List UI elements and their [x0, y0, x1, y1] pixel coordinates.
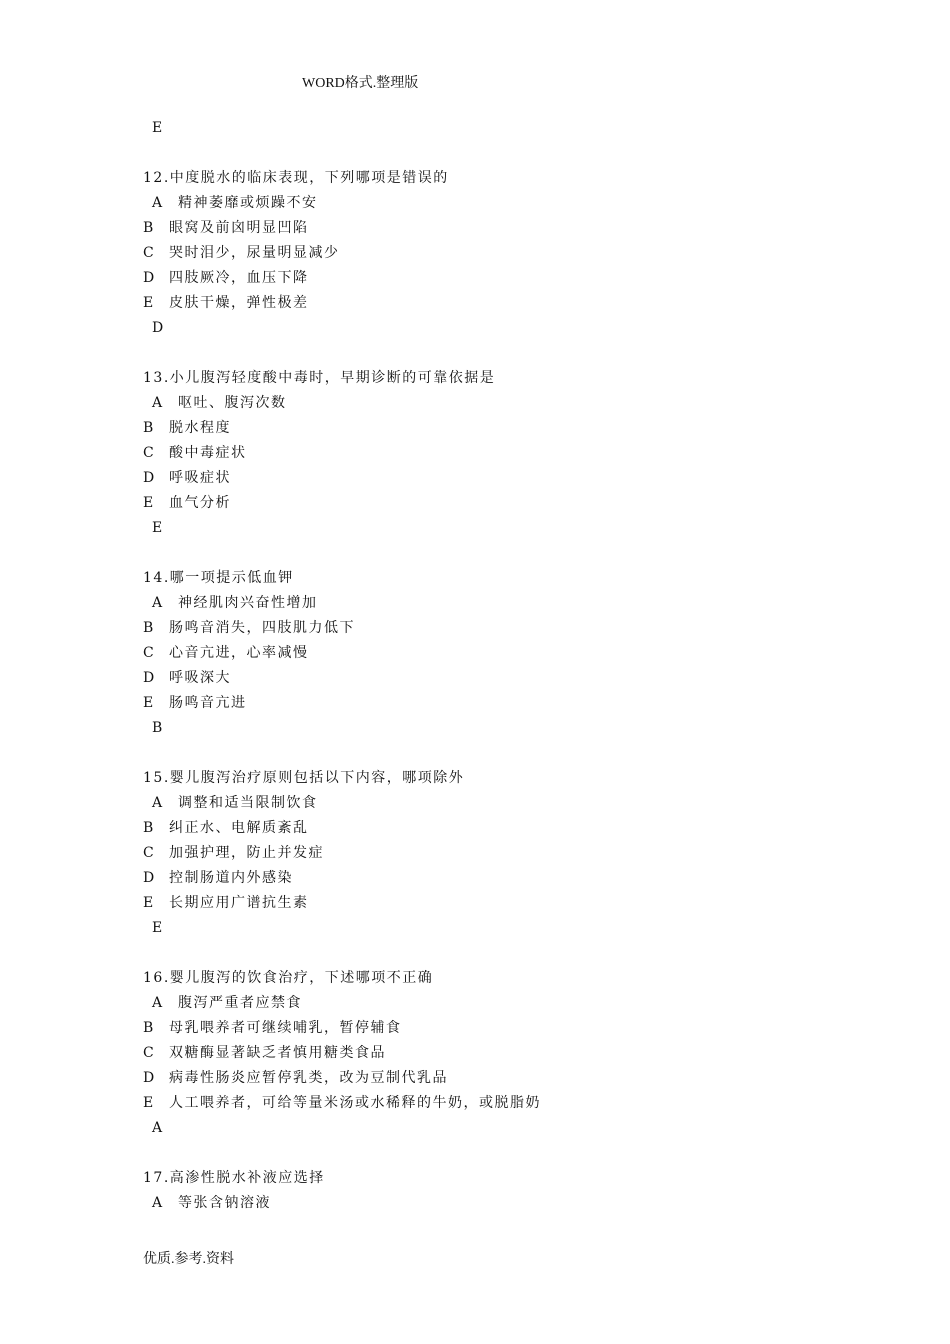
question-stem: 17.高渗性脱水补液应选择 — [143, 1170, 325, 1186]
option-letter: D — [143, 1070, 156, 1086]
option-c — [143, 241, 843, 266]
option-a — [143, 1191, 843, 1216]
option-d — [143, 466, 843, 491]
option-a — [143, 791, 843, 816]
option-text: 心音亢进，心率减慢 — [169, 645, 309, 661]
option-letter: A — [152, 995, 164, 1011]
option-d — [143, 866, 843, 891]
option-a — [143, 191, 843, 216]
option-letter: C — [143, 445, 156, 461]
questions-container — [143, 166, 843, 1216]
option-letter: A — [152, 595, 164, 611]
option-letter: B — [143, 620, 155, 636]
option-text: 人工喂养者，可给等量米汤或水稀释的牛奶，或脱脂奶 — [169, 1095, 541, 1111]
option-text: 呼吸症状 — [169, 470, 231, 486]
option-a — [143, 591, 843, 616]
option-text: 病毒性肠炎应暂停乳类，改为豆制代乳品 — [169, 1070, 448, 1086]
spacer — [143, 741, 843, 766]
option-c — [143, 441, 843, 466]
question-stem: 12.中度脱水的临床表现，下列哪项是错误的 — [143, 170, 449, 186]
option-letter: E — [143, 1095, 155, 1111]
option-b — [143, 216, 843, 241]
answer-key: B — [152, 720, 164, 736]
previous-answer: E — [152, 120, 164, 136]
option-c — [143, 841, 843, 866]
option-a — [143, 391, 843, 416]
question-block — [143, 766, 843, 966]
option-text: 皮肤干燥，弹性极差 — [169, 295, 309, 311]
option-text: 精神萎靡或烦躁不安 — [178, 195, 318, 211]
option-text: 神经肌肉兴奋性增加 — [178, 595, 318, 611]
option-letter: B — [143, 820, 155, 836]
option-b — [143, 1016, 843, 1041]
question-block — [143, 566, 843, 766]
option-letter: E — [143, 695, 155, 711]
option-text: 肠鸣音亢进 — [169, 695, 247, 711]
question-block — [143, 366, 843, 566]
option-text: 长期应用广谱抗生素 — [169, 895, 309, 911]
option-text: 眼窝及前囟明显凹陷 — [169, 220, 309, 236]
option-c — [143, 1041, 843, 1066]
question-block — [143, 166, 843, 366]
option-letter: D — [143, 670, 156, 686]
spacer — [143, 941, 843, 966]
option-e — [143, 691, 843, 716]
option-text: 纠正水、电解质紊乱 — [169, 820, 309, 836]
option-e — [143, 1091, 843, 1116]
option-d — [143, 266, 843, 291]
option-letter: A — [152, 795, 164, 811]
option-letter: C — [143, 1045, 156, 1061]
option-text: 加强护理，防止并发症 — [169, 845, 324, 861]
option-b — [143, 616, 843, 641]
option-e — [143, 491, 843, 516]
option-letter: C — [143, 245, 156, 261]
option-letter: C — [143, 645, 156, 661]
option-text: 呼吸深大 — [169, 670, 231, 686]
option-text: 四肢厥冷，血压下降 — [169, 270, 309, 286]
option-b — [143, 416, 843, 441]
option-letter: B — [143, 1020, 155, 1036]
option-text: 双糖酶显著缺乏者慎用糖类食品 — [169, 1045, 386, 1061]
question-stem: 14.哪一项提示低血钾 — [143, 570, 294, 586]
option-letter: E — [143, 295, 155, 311]
question-stem: 13.小儿腹泻轻度酸中毒时，早期诊断的可靠依据是 — [143, 370, 496, 386]
question-list — [143, 116, 843, 1216]
option-d — [143, 666, 843, 691]
option-letter: B — [143, 220, 155, 236]
page-header: WORD格式.整理版 — [302, 76, 419, 91]
spacer — [143, 141, 843, 166]
option-text: 血气分析 — [169, 495, 231, 511]
question-stem: 15.婴儿腹泻治疗原则包括以下内容，哪项除外 — [143, 770, 465, 786]
question-block — [143, 966, 843, 1166]
option-text: 酸中毒症状 — [169, 445, 247, 461]
answer-key: D — [152, 320, 165, 336]
option-letter: D — [143, 470, 156, 486]
page-footer: 优质.参考.资料 — [143, 1252, 234, 1267]
option-c — [143, 641, 843, 666]
question-stem: 16.婴儿腹泻的饮食治疗，下述哪项不正确 — [143, 970, 434, 986]
spacer — [143, 1141, 843, 1166]
option-text: 腹泻严重者应禁食 — [178, 995, 302, 1011]
option-letter: D — [143, 270, 156, 286]
option-text: 肠鸣音消失，四肢肌力低下 — [169, 620, 355, 636]
option-text: 调整和适当限制饮食 — [178, 795, 318, 811]
option-text: 哭时泪少，尿量明显减少 — [169, 245, 340, 261]
option-letter: E — [143, 495, 155, 511]
option-letter: A — [152, 1195, 164, 1211]
option-letter: E — [143, 895, 155, 911]
option-e — [143, 891, 843, 916]
option-letter: D — [143, 870, 156, 886]
option-a — [143, 991, 843, 1016]
question-block — [143, 1166, 843, 1216]
answer-key: A — [152, 1120, 164, 1136]
answer-key: E — [152, 520, 164, 536]
option-text: 控制肠道内外感染 — [169, 870, 293, 886]
option-letter: A — [152, 195, 164, 211]
option-text: 脱水程度 — [169, 420, 231, 436]
option-text: 等张含钠溶液 — [178, 1195, 271, 1211]
answer-key: E — [152, 920, 164, 936]
option-letter: C — [143, 845, 156, 861]
option-e — [143, 291, 843, 316]
option-letter: B — [143, 420, 155, 436]
option-text: 呕吐、腹泻次数 — [178, 395, 287, 411]
option-text: 母乳喂养者可继续哺乳，暂停辅食 — [169, 1020, 402, 1036]
option-d — [143, 1066, 843, 1091]
spacer — [143, 341, 843, 366]
option-letter: A — [152, 395, 164, 411]
option-b — [143, 816, 843, 841]
spacer — [143, 541, 843, 566]
